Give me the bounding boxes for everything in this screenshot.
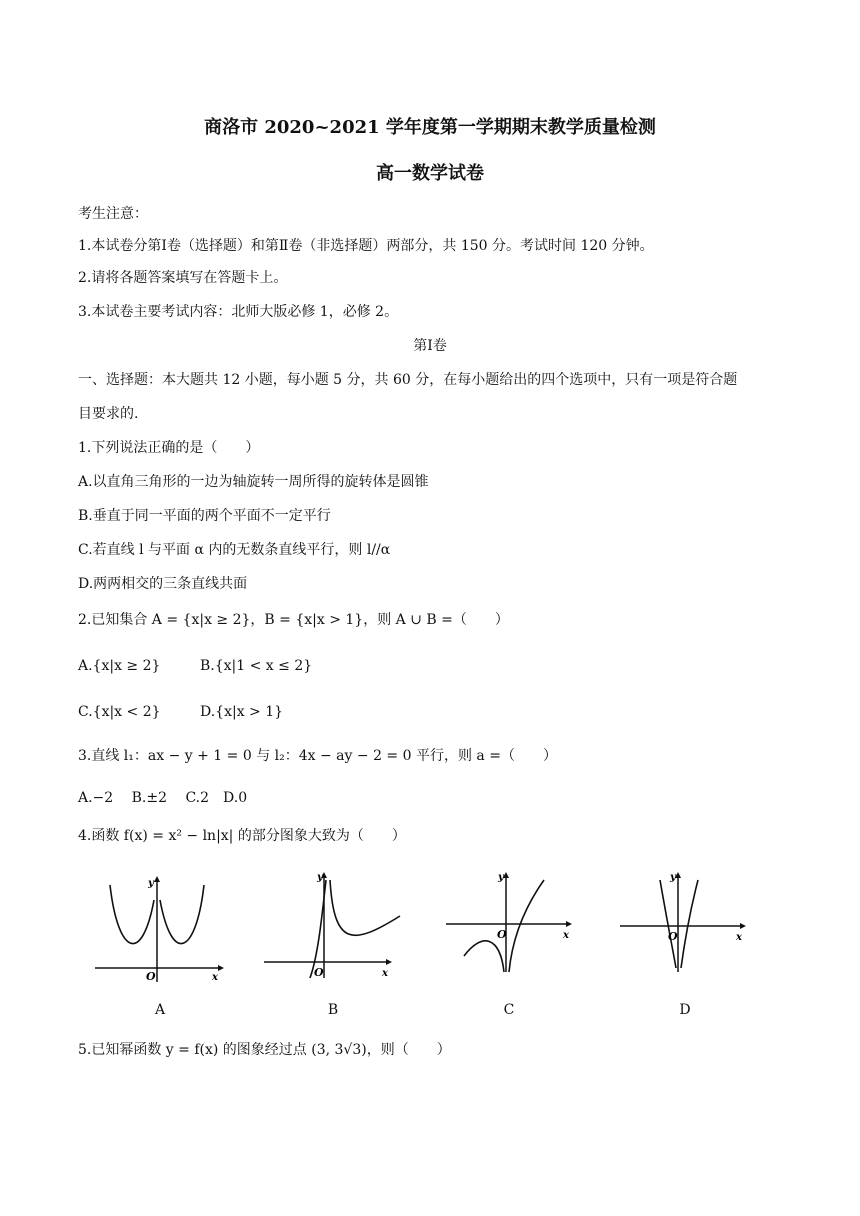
notice-item-2: 2.请将各题答案填写在答题卡上。	[78, 270, 288, 286]
question-2-stem: 2.已知集合 A = {x|x ≥ 2}，B = {x|x > 1}，则 A ∪ B =（ ）	[78, 612, 509, 628]
graph-a-y-label: y	[148, 878, 154, 889]
question-2-option-c: C.{x|x < 2}	[78, 704, 161, 720]
question-1-option-c: C.若直线 l 与平面 α 内的无数条直线平行，则 l//α	[78, 542, 391, 558]
question-5-stem: 5.已知幂函数 y = f(x) 的图象经过点 (3, 3√3)，则（ ）	[78, 1042, 451, 1058]
graph-d-y-label: y	[670, 872, 676, 883]
question-3-stem: 3.直线 l₁：ax − y + 1 = 0 与 l₂：4x − ay − 2 = 0 平行，则 a =（ ）	[78, 748, 557, 764]
graph-a-origin: O	[146, 970, 156, 983]
graph-c-label: C	[503, 1002, 515, 1018]
graph-c-origin: O	[497, 928, 507, 941]
graph-b-x-label: x	[382, 968, 388, 979]
graph-d	[618, 866, 758, 976]
graph-b	[262, 866, 402, 985]
paper-subtitle: 高一数学试卷	[376, 163, 484, 184]
notice-item-3: 3.本试卷主要考试内容：北师大版必修 1，必修 2。	[78, 304, 399, 320]
question-2-option-d: D.{x|x > 1}	[200, 704, 284, 720]
graph-d-label: D	[679, 1002, 691, 1018]
section-intro-line-1: 一、选择题：本大题共 12 小题，每小题 5 分，共 60 分，在每小题给出的四个选项中，只有一项是符合题	[78, 372, 738, 388]
graph-b-label: B	[327, 1002, 339, 1018]
notice-heading: 考生注意：	[78, 206, 148, 222]
question-1-stem: 1.下列说法正确的是（ ）	[78, 440, 260, 456]
section-label: 第Ⅰ卷	[413, 338, 447, 354]
graph-c-x-label: x	[563, 930, 569, 941]
section-intro-line-2: 目要求的.	[78, 406, 139, 422]
notice-item-1: 1.本试卷分第Ⅰ卷（选择题）和第Ⅱ卷（非选择题）两部分，共 150 分。考试时间 120 分钟。	[78, 238, 654, 254]
graph-c-y-label: y	[498, 872, 504, 883]
question-4-stem: 4.函数 f(x) = x² − ln|x| 的部分图象大致为（ ）	[78, 828, 406, 844]
question-1-option-a: A.以直角三角形的一边为轴旋转一周所得的旋转体是圆锥	[78, 474, 429, 490]
graph-c	[442, 866, 582, 976]
question-1-option-b: B.垂直于同一平面的两个平面不一定平行	[78, 508, 331, 524]
paper-title: 商洛市 2020~2021 学年度第一学期期末教学质量检测	[204, 117, 656, 138]
question-3-options: A.−2 B.±2 C.2 D.0	[78, 790, 248, 806]
graph-b-origin: O	[314, 966, 324, 979]
graph-a	[90, 870, 230, 985]
graph-d-x-label: x	[736, 932, 742, 943]
question-1-option-d: D.两两相交的三条直线共面	[78, 576, 248, 592]
graph-b-y-label: y	[317, 872, 323, 883]
graph-d-origin: O	[668, 930, 678, 943]
graph-a-label: A	[154, 1002, 166, 1018]
graph-a-x-label: x	[212, 972, 218, 983]
question-2-option-a: A.{x|x ≥ 2}	[78, 658, 161, 674]
question-2-option-b: B.{x|1 < x ≤ 2}	[200, 658, 313, 674]
